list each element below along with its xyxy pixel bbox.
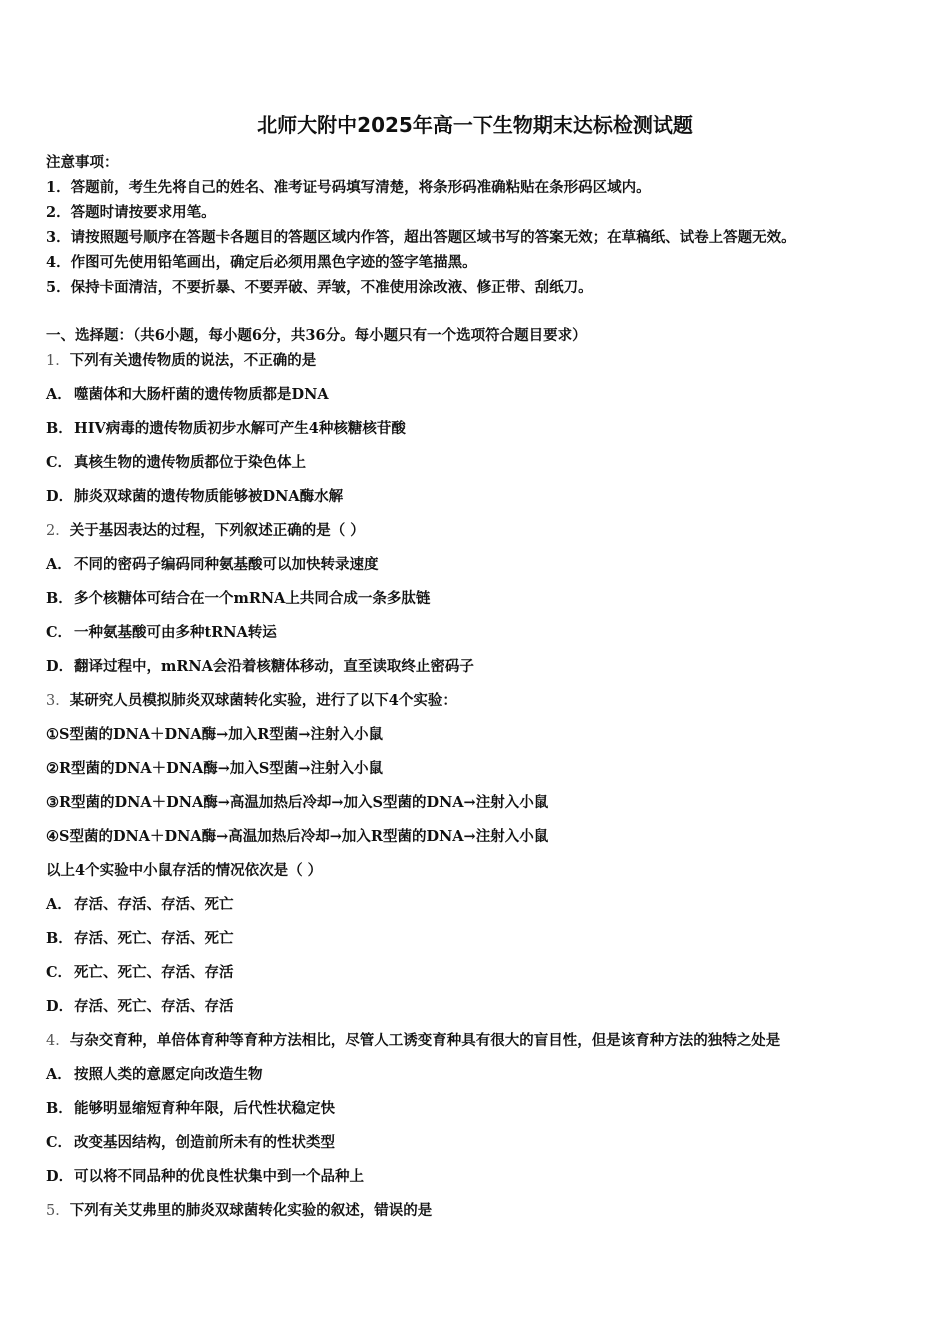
- question-3-experiment-4: ④S型菌的DNA＋DNA酶→高温加热后冷却→加入R型菌的DNA→注射入小鼠: [46, 828, 549, 845]
- option-text: 肺炎双球菌的遗传物质能够被DNA酶水解: [74, 488, 344, 505]
- option-text: 多个核糖体可结合在一个mRNA上共同合成一条多肽链: [74, 590, 431, 607]
- option-text: 翻译过程中，mRNA会沿着核糖体移动，直至读取终止密码子: [74, 658, 474, 675]
- question-1-option-c: [46, 451, 926, 485]
- option-letter: D．: [46, 1168, 74, 1185]
- question-1-option-a: [46, 383, 926, 417]
- notice-item-3: 3．请按照题号顺序在答题卡各题目的答题区域内作答，超出答题区域书写的答案无效；在草稿纸、试卷上答题无效。: [46, 229, 796, 246]
- option-text: 改变基因结构，创造前所未有的性状类型: [74, 1134, 335, 1151]
- question-3-option-d: [46, 995, 926, 1029]
- option-letter: A．: [46, 556, 72, 573]
- option-letter: B．: [46, 1100, 73, 1117]
- option-letter: D．: [46, 658, 74, 675]
- question-3-option-a: [46, 893, 926, 927]
- question-2-option-a: [46, 553, 926, 587]
- question-list: [46, 349, 926, 1233]
- option-text: 真核生物的遗传物质都位于染色体上: [74, 454, 306, 471]
- question-4-option-b: [46, 1097, 926, 1131]
- option-letter: C．: [46, 624, 73, 641]
- question-number: 4．: [46, 1033, 70, 1049]
- notice-heading: 注意事项：: [46, 154, 119, 171]
- option-text: 死亡、死亡、存活、存活: [74, 964, 234, 981]
- question-1-option-b: [46, 417, 926, 451]
- option-letter: B．: [46, 930, 73, 947]
- notice-item-1: 1．答题前，考生先将自己的姓名、准考证号码填写清楚，将条形码准确粘贴在条形码区域内。: [46, 179, 651, 196]
- question-3-experiment-2: ②R型菌的DNA＋DNA酶→加入S型菌→注射入小鼠: [46, 760, 383, 777]
- question-text: 下列有关遗传物质的说法，不正确的是: [69, 352, 317, 369]
- question-4-option-c: [46, 1131, 926, 1165]
- question-number: 3．: [46, 693, 70, 709]
- question-4-stem: [46, 1029, 926, 1063]
- option-letter: A．: [46, 386, 72, 403]
- notice-item-2: 2．答题时请按要求用笔。: [46, 204, 216, 221]
- section-heading: 一、选择题：（共6小题，每小题6分，共36分。每小题只有一个选项符合题目要求）: [46, 327, 587, 344]
- question-3-followup: 以上4个实验中小鼠存活的情况依次是（ ）: [46, 862, 323, 879]
- option-letter: B．: [46, 420, 73, 437]
- option-letter: B．: [46, 590, 73, 607]
- question-5-stem: [46, 1199, 926, 1233]
- option-text: 不同的密码子编码同种氨基酸可以加快转录速度: [74, 556, 379, 573]
- notice-item-4: 4．作图可先使用铅笔画出，确定后必须用黑色字迹的签字笔描黑。: [46, 254, 477, 271]
- option-letter: D．: [46, 488, 74, 505]
- option-letter: A．: [46, 896, 72, 913]
- question-3-option-c: [46, 961, 926, 995]
- question-text: 下列有关艾弗里的肺炎双球菌转化实验的叙述，错误的是: [69, 1202, 433, 1219]
- question-4-option-d: [46, 1165, 926, 1199]
- option-letter: D．: [46, 998, 74, 1015]
- question-number: 2．: [46, 523, 70, 539]
- option-text: HIV病毒的遗传物质初步水解可产生4种核糖核苷酸: [74, 420, 406, 437]
- page-title: 北师大附中2025年高一下生物期末达标检测试题: [257, 113, 693, 137]
- question-3-stem: [46, 689, 926, 723]
- option-text: 一种氨基酸可由多种tRNA转运: [74, 624, 277, 641]
- question-2-option-c: [46, 621, 926, 655]
- option-text: 按照人类的意愿定向改造生物: [74, 1066, 263, 1083]
- option-letter: C．: [46, 964, 73, 981]
- option-text: 存活、死亡、存活、死亡: [74, 930, 234, 947]
- option-text: 存活、存活、存活、死亡: [74, 896, 234, 913]
- option-letter: A．: [46, 1066, 72, 1083]
- question-1-stem: [46, 349, 926, 383]
- question-text: 与杂交育种，单倍体育种等育种方法相比，尽管人工诱变育种具有很大的盲目性，但是该育种方法的独特之处是: [69, 1032, 781, 1049]
- question-3-option-b: [46, 927, 926, 961]
- question-number: 5．: [46, 1203, 70, 1219]
- notice-block: [46, 150, 926, 300]
- option-letter: C．: [46, 1134, 73, 1151]
- question-2-stem: [46, 519, 926, 553]
- question-3-experiment-3: ③R型菌的DNA＋DNA酶→高温加热后冷却→加入S型菌的DNA→注射入小鼠: [46, 794, 549, 811]
- question-text: 关于基因表达的过程，下列叙述正确的是（ ）: [69, 522, 365, 539]
- question-text: 某研究人员模拟肺炎双球菌转化实验，进行了以下4个实验：: [69, 692, 457, 709]
- option-text: 能够明显缩短育种年限，后代性状稳定快: [74, 1100, 335, 1117]
- question-1-option-d: [46, 485, 926, 519]
- option-letter: C．: [46, 454, 73, 471]
- option-text: 可以将不同品种的优良性状集中到一个品种上: [74, 1168, 364, 1185]
- option-text: 存活、死亡、存活、存活: [74, 998, 234, 1015]
- question-2-option-b: [46, 587, 926, 621]
- question-number: 1．: [46, 353, 70, 369]
- option-text: 噬菌体和大肠杆菌的遗传物质都是DNA: [74, 386, 329, 403]
- question-2-option-d: [46, 655, 926, 689]
- question-3-experiment-1: ①S型菌的DNA＋DNA酶→加入R型菌→注射入小鼠: [46, 726, 383, 743]
- question-4-option-a: [46, 1063, 926, 1097]
- notice-item-5: 5．保持卡面清洁，不要折暴、不要弄破、弄皱，不准使用涂改液、修正带、刮纸刀。: [46, 279, 593, 296]
